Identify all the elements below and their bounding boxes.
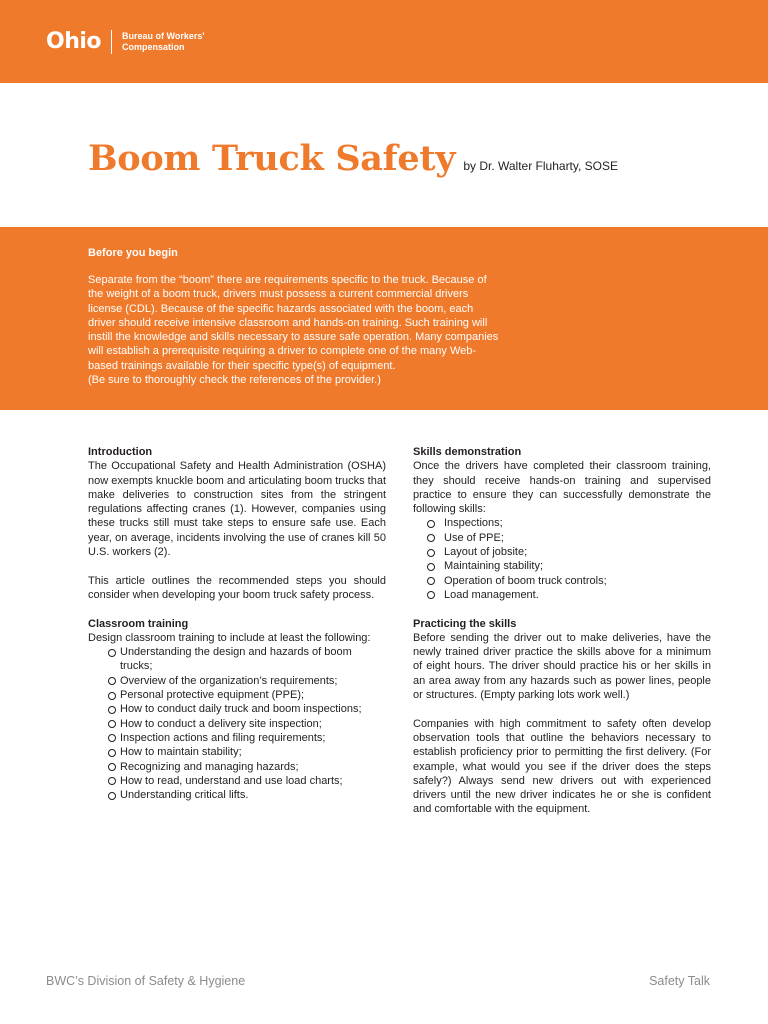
footer-division: BWC’s Division of Safety & Hygiene: [46, 974, 246, 988]
list-item: Use of PPE;: [413, 531, 711, 545]
circle-bullet-icon: [108, 706, 116, 714]
ohio-bwc-logo: [46, 30, 205, 54]
skills-heading: Skills demonstration: [413, 446, 522, 458]
list-item: Overview of the organization’s requirements;: [88, 674, 386, 688]
circle-bullet-icon: [427, 520, 435, 528]
list-item: Layout of jobsite;: [413, 545, 711, 559]
org-line-1: Bureau of Workers': [122, 31, 205, 41]
circle-bullet-icon: [427, 549, 435, 557]
list-item: Inspection actions and filing requirements;: [88, 731, 386, 745]
circle-bullet-icon: [427, 534, 435, 542]
title-row: [88, 138, 618, 179]
org-line-2: Compensation: [122, 42, 185, 52]
circle-bullet-icon: [108, 734, 116, 742]
footer-series: Safety Talk: [649, 974, 710, 988]
circle-bullet-icon: [108, 649, 116, 657]
left-column: [88, 445, 386, 817]
introduction-paragraph-1: The Occupational Safety and Health Administration (OSHA) now exempts knuckle boom and articulating boom trucks that make deliveries to construction sites from the stringent regulations affecting cranes (1). However, companies using these trucks still must take steps to ensure safe use. Each year, on average, incidents involving the use of cranes kill 50 U.S. workers (2).: [88, 460, 386, 559]
before-heading: Before you begin: [88, 247, 178, 259]
practicing-paragraph-2: Companies with high commitment to safety often develop observation tools that outline the behaviors necessary to establish proficiency prior to permitting the first delivery. (For example, what would you see if the driver does the steps safely?) Always send new drivers out with experienced drivers until the new driver indicates he or she is confident and comfortable with the equipment.: [413, 717, 711, 816]
list-item: Inspections;: [413, 516, 711, 530]
list-item: Operation of boom truck controls;: [413, 574, 711, 588]
skills-list: [413, 516, 711, 602]
list-item: How to conduct daily truck and boom inspections;: [88, 702, 386, 716]
list-item: How to maintain stability;: [88, 745, 386, 759]
circle-bullet-icon: [108, 692, 116, 700]
circle-bullet-icon: [108, 720, 116, 728]
practicing-heading: Practicing the skills: [413, 617, 517, 630]
circle-bullet-icon: [108, 792, 116, 800]
circle-bullet-icon: [108, 777, 116, 785]
circle-bullet-icon: [427, 577, 435, 585]
list-item: Understanding critical lifts.: [88, 788, 386, 802]
circle-bullet-icon: [427, 591, 435, 599]
classroom-heading: Classroom training: [88, 617, 189, 630]
list-item: Load management.: [413, 588, 711, 602]
list-item: How to read, understand and use load charts;: [88, 774, 386, 788]
before-you-begin-box: [88, 247, 500, 387]
list-item: Understanding the design and hazards of boom trucks;: [88, 645, 386, 674]
skills-lead: Once the drivers have completed their classroom training, they should receive hands-on training and supervised practice to ensure they can successfully demonstrate the following skills:: [413, 460, 711, 516]
list-item: Recognizing and managing hazards;: [88, 760, 386, 774]
classroom-lead: Design classroom training to include at least the following:: [88, 631, 371, 644]
right-column: [413, 445, 711, 831]
logo-org-name: [112, 31, 205, 53]
list-item: How to conduct a delivery site inspection;: [88, 717, 386, 731]
byline: by Dr. Walter Fluharty, SOSE: [463, 159, 619, 173]
practicing-paragraph-1: Before sending the driver out to make deliveries, have the newly trained driver practice the skills above for a minimum of eight hours. The driver should practice his or her skills in an area away from any hazards such as power lines, people or structures. (Empty parking lots work well.): [413, 631, 711, 702]
classroom-list: [88, 645, 386, 802]
circle-bullet-icon: [108, 763, 116, 771]
circle-bullet-icon: [427, 563, 435, 571]
circle-bullet-icon: [108, 677, 116, 685]
circle-bullet-icon: [108, 749, 116, 757]
list-item: Personal protective equipment (PPE);: [88, 688, 386, 702]
before-you-begin-band: [0, 227, 768, 410]
logo-wordmark: Ohio: [46, 30, 112, 54]
before-body: Separate from the “boom” there are requirements specific to the truck. Because of the weight of a boom truck, drivers must possess a current commercial drivers license (CDL). Because of the specific hazards associated with the boom, each driver should receive intensive classroom and hands-on training. Such training will instill the knowledge and skills necessary to assure safe operation. Many companies will establish a prerequisite requiring a driver to complete one of the many Web-based trainings available for their specific type(s) of equipment.: [88, 274, 499, 372]
list-item: Maintaining stability;: [413, 559, 711, 573]
introduction-paragraph-2: This article outlines the recommended steps you should consider when developing your boom truck safety process.: [88, 574, 386, 601]
introduction-heading: Introduction: [88, 446, 153, 458]
page-title: Boom Truck Safety: [88, 138, 456, 179]
header-band: [0, 0, 768, 83]
before-note: (Be sure to thoroughly check the references of the provider.): [88, 374, 381, 387]
